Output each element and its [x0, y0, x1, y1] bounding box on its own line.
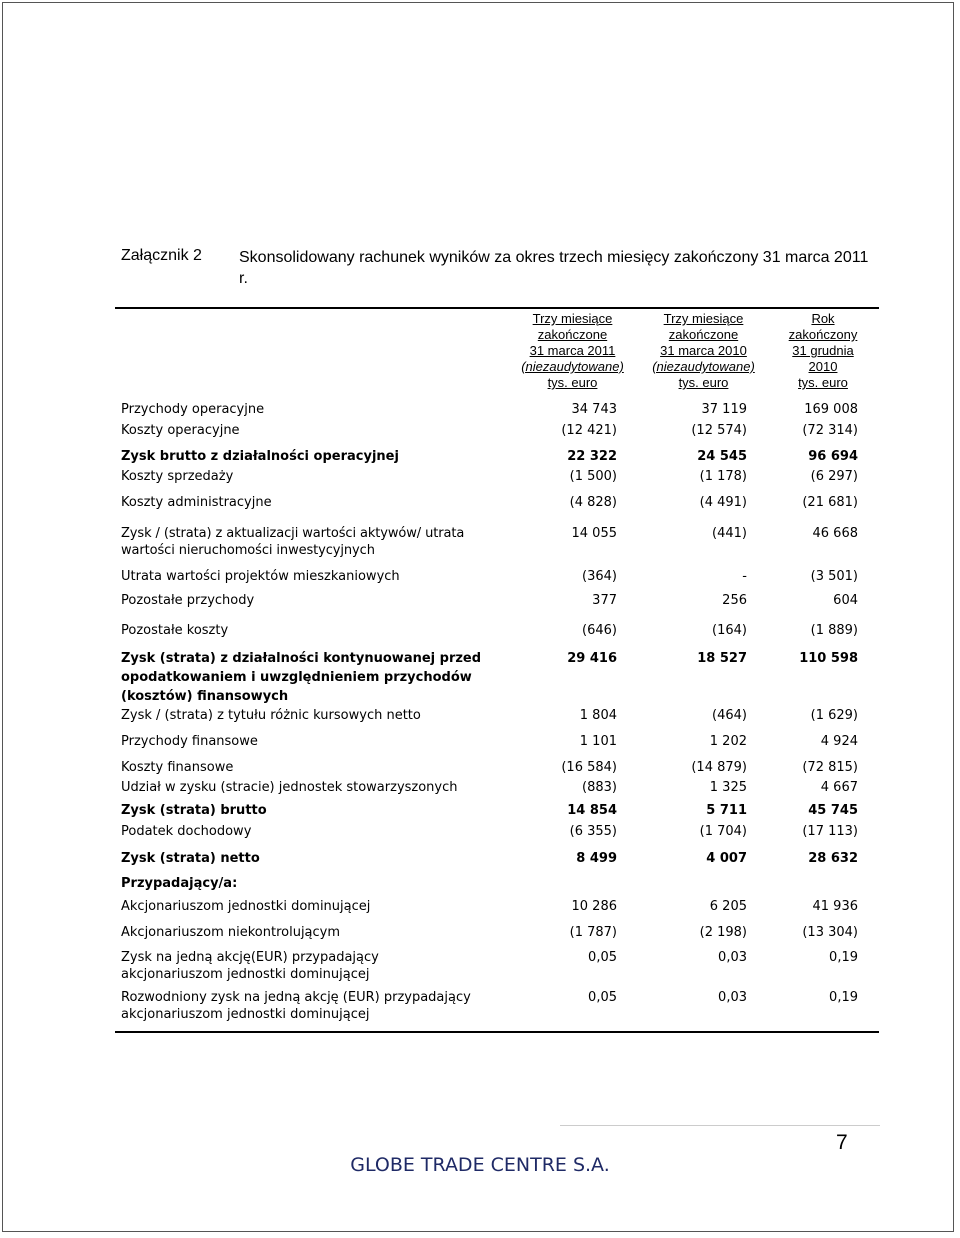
- row-label: Zysk brutto z działalności operacyjnej: [121, 449, 399, 464]
- row-value-q1-2010: 6 205: [709, 899, 747, 914]
- row-value-q1-2011: 377: [592, 593, 617, 608]
- row-label: Zysk (strata) netto: [121, 851, 260, 866]
- row-value-year-2010: 604: [833, 593, 858, 608]
- row-label: Koszty finansowe: [121, 760, 234, 775]
- row-value-q1-2010: 0,03: [718, 990, 747, 1005]
- column-header-year-2010: [773, 311, 873, 391]
- footer-company-name: GLOBE TRADE CENTRE S.A.: [350, 1154, 610, 1176]
- row-value-year-2010: (13 304): [802, 925, 858, 940]
- row-value-q1-2011: 14 854: [567, 803, 617, 818]
- column-header-q1-2011: [510, 311, 635, 391]
- row-value-q1-2011: 1 101: [579, 734, 617, 749]
- column-header-line: 31 grudnia: [792, 343, 854, 358]
- footer-rule: [560, 1125, 880, 1126]
- row-value-q1-2010: -: [742, 569, 747, 584]
- row-value-q1-2010: (1 178): [699, 469, 747, 484]
- row-label: Podatek dochodowy: [121, 824, 252, 839]
- row-label: Akcjonariuszom jednostki dominującej: [121, 899, 371, 914]
- row-value-year-2010: 28 632: [808, 851, 858, 866]
- row-value-year-2010: 110 598: [799, 651, 858, 666]
- row-label: Przychody finansowe: [121, 734, 258, 749]
- row-label: Zysk (strata) brutto: [121, 803, 267, 818]
- row-value-q1-2010: 4 007: [706, 851, 747, 866]
- row-value-q1-2010: (464): [712, 708, 747, 723]
- table-top-rule: [115, 307, 879, 309]
- row-label: Koszty operacyjne: [121, 423, 240, 438]
- row-value-q1-2010: 1 202: [709, 734, 747, 749]
- row-label: Zysk (strata) z działalności kontynuowanej przed opodatkowaniem i uwzględnieniem przychodów (kosztów) finansowych: [121, 651, 482, 704]
- page-frame: [2, 2, 954, 1232]
- row-label: Rozwodniony zysk na jedną akcję (EUR) przypadający akcjonariuszom jednostki dominującej: [121, 990, 471, 1022]
- row-value-q1-2011: 22 322: [567, 449, 617, 464]
- row-label: Zysk / (strata) z tytułu różnic kursowych netto: [121, 708, 421, 723]
- column-header-line: 31 marca 2011: [529, 343, 616, 358]
- row-value-q1-2011: 10 286: [571, 899, 617, 914]
- row-value-year-2010: 46 668: [812, 526, 858, 541]
- row-value-year-2010: (17 113): [802, 824, 858, 839]
- row-label: Przypadający/a:: [121, 876, 238, 891]
- column-header-line: Rok: [811, 311, 835, 326]
- column-header-line: zakończone: [537, 327, 608, 342]
- document-title: Skonsolidowany rachunek wyników za okres trzech miesięcy zakończony 31 marca 2011 r.: [239, 249, 869, 287]
- row-label: Koszty administracyjne: [121, 495, 272, 510]
- row-label: Przychody operacyjne: [121, 402, 265, 417]
- column-header-line: (niezaudytowane): [521, 359, 624, 374]
- row-label: Pozostałe przychody: [121, 593, 255, 608]
- page-number: 7: [836, 1131, 848, 1154]
- row-value-year-2010: (3 501): [810, 569, 858, 584]
- row-value-q1-2010: (2 198): [699, 925, 747, 940]
- row-value-q1-2011: (1 500): [569, 469, 617, 484]
- row-value-q1-2010: (441): [712, 526, 747, 541]
- column-header-line: 2010: [808, 359, 838, 374]
- row-value-q1-2011: 14 055: [571, 526, 617, 541]
- row-value-q1-2011: (12 421): [561, 423, 617, 438]
- row-value-q1-2011: 0,05: [588, 950, 617, 965]
- row-value-q1-2010: 256: [722, 593, 747, 608]
- row-value-q1-2010: (164): [712, 623, 747, 638]
- row-value-year-2010: 41 936: [812, 899, 858, 914]
- row-value-q1-2011: 8 499: [576, 851, 617, 866]
- row-value-year-2010: 96 694: [808, 449, 858, 464]
- row-label: Akcjonariuszom niekontrolującym: [121, 925, 341, 940]
- column-header-line: Trzy miesiące: [532, 311, 613, 326]
- row-value-q1-2010: (4 491): [699, 495, 747, 510]
- row-label: Zysk / (strata) z aktualizacji wartości aktywów/ utrata wartości nieruchomości inwestycyjnych: [121, 526, 465, 558]
- row-label: Zysk na jedną akcję(EUR) przypadający akcjonariuszom jednostki dominującej: [121, 950, 379, 982]
- column-header-q1-2010: [641, 311, 766, 391]
- row-value-q1-2010: 1 325: [709, 780, 747, 795]
- table-bottom-rule: [115, 1031, 879, 1033]
- row-value-q1-2011: 1 804: [579, 708, 617, 723]
- column-header-line: tys. euro: [678, 375, 729, 390]
- row-value-year-2010: (21 681): [802, 495, 858, 510]
- row-value-year-2010: 169 008: [804, 402, 858, 417]
- row-value-year-2010: 0,19: [829, 950, 858, 965]
- row-value-year-2010: 0,19: [829, 990, 858, 1005]
- row-label: Koszty sprzedaży: [121, 469, 234, 484]
- column-header-line: Trzy miesiące: [663, 311, 744, 326]
- row-value-year-2010: 4 667: [820, 780, 858, 795]
- row-value-q1-2011: (883): [582, 780, 617, 795]
- row-value-year-2010: (72 815): [802, 760, 858, 775]
- column-header-line: zakończone: [668, 327, 739, 342]
- row-value-q1-2011: (4 828): [569, 495, 617, 510]
- row-value-year-2010: 4 924: [820, 734, 858, 749]
- row-value-year-2010: (72 314): [802, 423, 858, 438]
- row-value-year-2010: (1 889): [810, 623, 858, 638]
- row-value-q1-2010: 18 527: [697, 651, 747, 666]
- row-label: Utrata wartości projektów mieszkaniowych: [121, 569, 400, 584]
- row-value-q1-2010: (14 879): [691, 760, 747, 775]
- row-value-q1-2010: 0,03: [718, 950, 747, 965]
- row-value-year-2010: (1 629): [810, 708, 858, 723]
- column-header-line: zakończony: [788, 327, 858, 342]
- row-value-q1-2011: 0,05: [588, 990, 617, 1005]
- row-value-q1-2010: 24 545: [697, 449, 747, 464]
- row-value-q1-2010: (1 704): [699, 824, 747, 839]
- row-value-q1-2011: (6 355): [569, 824, 617, 839]
- column-header-line: tys. euro: [547, 375, 598, 390]
- row-value-q1-2011: 29 416: [567, 651, 617, 666]
- row-value-q1-2011: (364): [582, 569, 617, 584]
- row-label: Udział w zysku (stracie) jednostek stowarzyszonych: [121, 780, 458, 795]
- row-label: Pozostałe koszty: [121, 623, 229, 638]
- row-value-q1-2010: 37 119: [701, 402, 747, 417]
- row-value-q1-2011: (16 584): [561, 760, 617, 775]
- column-header-line: (niezaudytowane): [652, 359, 755, 374]
- row-value-q1-2010: 5 711: [706, 803, 747, 818]
- annex-label: Załącznik 2: [121, 247, 202, 264]
- row-value-q1-2011: 34 743: [571, 402, 617, 417]
- row-value-q1-2011: (646): [582, 623, 617, 638]
- row-value-q1-2010: (12 574): [691, 423, 747, 438]
- column-header-line: 31 marca 2010: [660, 343, 747, 358]
- row-value-q1-2011: (1 787): [569, 925, 617, 940]
- row-value-year-2010: (6 297): [810, 469, 858, 484]
- row-value-year-2010: 45 745: [808, 803, 858, 818]
- column-header-line: tys. euro: [798, 375, 848, 390]
